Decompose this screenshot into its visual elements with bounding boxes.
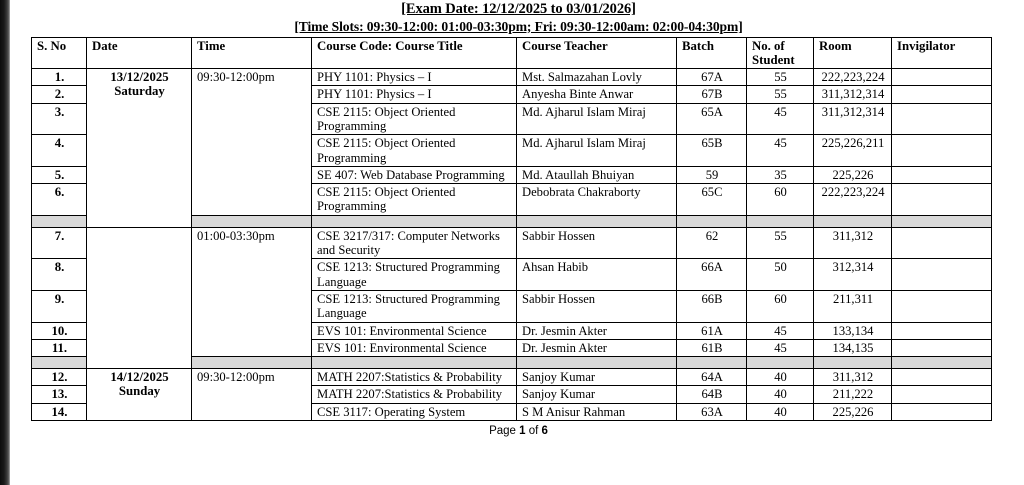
cell-students: 50 bbox=[747, 259, 814, 291]
spacer-cell-students bbox=[747, 215, 814, 227]
cell-batch: 65A bbox=[677, 103, 747, 135]
cell-sno: 8. bbox=[32, 259, 87, 291]
table-row bbox=[32, 69, 992, 86]
cell-students: 55 bbox=[747, 227, 814, 259]
cell-batch: 59 bbox=[677, 166, 747, 183]
cell-sno: 6. bbox=[32, 184, 87, 216]
spacer-cell-batch bbox=[677, 357, 747, 369]
cell-teacher: Dr. Jesmin Akter bbox=[517, 339, 677, 356]
cell-course: CSE 1213: Structured Programming Language bbox=[312, 290, 517, 322]
cell-students: 35 bbox=[747, 166, 814, 183]
cell-batch: 67B bbox=[677, 86, 747, 103]
cell-room: 312,314 bbox=[814, 259, 892, 291]
cell-room: 311,312 bbox=[814, 227, 892, 259]
cell-batch: 62 bbox=[677, 227, 747, 259]
cell-room: 222,223,224 bbox=[814, 184, 892, 216]
cell-invigilator[interactable] bbox=[892, 135, 992, 167]
cell-invigilator[interactable] bbox=[892, 369, 992, 386]
cell-invigilator[interactable] bbox=[892, 259, 992, 291]
cell-course: CSE 2115: Object Oriented Programming bbox=[312, 184, 517, 216]
spacer-cell-batch bbox=[677, 215, 747, 227]
scan-edge-strip bbox=[0, 0, 10, 485]
cell-invigilator[interactable] bbox=[892, 184, 992, 216]
cell-batch: 61A bbox=[677, 322, 747, 339]
spacer-cell-course bbox=[312, 357, 517, 369]
cell-sno: 1. bbox=[32, 69, 87, 86]
cell-room: 222,223,224 bbox=[814, 69, 892, 86]
cell-sno: 11. bbox=[32, 339, 87, 356]
document-header bbox=[13, 0, 1024, 35]
cell-sno: 5. bbox=[32, 166, 87, 183]
cell-sno: 13. bbox=[32, 386, 87, 403]
cell-date-group-2 bbox=[87, 369, 192, 421]
cell-students: 40 bbox=[747, 403, 814, 420]
cell-room: 134,135 bbox=[814, 339, 892, 356]
cell-sno: 10. bbox=[32, 322, 87, 339]
cell-sno: 7. bbox=[32, 227, 87, 259]
cell-teacher: Sanjoy Kumar bbox=[517, 369, 677, 386]
cell-date-group-1-cont bbox=[87, 227, 192, 368]
cell-teacher: Mst. Salmazahan Lovly bbox=[517, 69, 677, 86]
cell-room: 225,226 bbox=[814, 403, 892, 420]
spacer-cell-sno bbox=[32, 357, 87, 369]
cell-batch: 66A bbox=[677, 259, 747, 291]
column-header-date: Date bbox=[87, 37, 192, 69]
cell-room: 225,226 bbox=[814, 166, 892, 183]
cell-students: 60 bbox=[747, 184, 814, 216]
cell-invigilator[interactable] bbox=[892, 69, 992, 86]
cell-invigilator[interactable] bbox=[892, 86, 992, 103]
cell-sno: 2. bbox=[32, 86, 87, 103]
cell-batch: 64B bbox=[677, 386, 747, 403]
spacer-cell-invigilator bbox=[892, 357, 992, 369]
day-value: Sunday bbox=[118, 384, 161, 399]
cell-batch: 65C bbox=[677, 184, 747, 216]
cell-invigilator[interactable] bbox=[892, 339, 992, 356]
cell-course: MATH 2207:Statistics & Probability bbox=[312, 369, 517, 386]
cell-sno: 4. bbox=[32, 135, 87, 167]
cell-invigilator[interactable] bbox=[892, 166, 992, 183]
footer-page-total: 6 bbox=[541, 425, 548, 438]
cell-invigilator[interactable] bbox=[892, 403, 992, 420]
column-header-no-of-student bbox=[747, 37, 814, 69]
spacer-cell-time bbox=[192, 357, 312, 369]
column-header-no-of-student-line1: No. of bbox=[752, 38, 785, 53]
cell-students: 45 bbox=[747, 339, 814, 356]
cell-teacher: Md. Ajharul Islam Miraj bbox=[517, 103, 677, 135]
cell-invigilator[interactable] bbox=[892, 290, 992, 322]
spacer-cell-room bbox=[814, 357, 892, 369]
spacer-cell-students bbox=[747, 357, 814, 369]
cell-teacher: Sabbir Hossen bbox=[517, 227, 677, 259]
spacer-cell-course bbox=[312, 215, 517, 227]
cell-room: 225,226,211 bbox=[814, 135, 892, 167]
cell-course: CSE 2115: Object Oriented Programming bbox=[312, 135, 517, 167]
cell-course: CSE 2115: Object Oriented Programming bbox=[312, 103, 517, 135]
cell-students: 40 bbox=[747, 386, 814, 403]
cell-course: PHY 1101: Physics – I bbox=[312, 86, 517, 103]
cell-invigilator[interactable] bbox=[892, 386, 992, 403]
exam-date-heading bbox=[13, 1, 1024, 18]
cell-course: MATH 2207:Statistics & Probability bbox=[312, 386, 517, 403]
cell-teacher: Md. Ataullah Bhuiyan bbox=[517, 166, 677, 183]
cell-students: 45 bbox=[747, 322, 814, 339]
column-header-room: Room bbox=[814, 37, 892, 69]
cell-batch: 61B bbox=[677, 339, 747, 356]
cell-invigilator[interactable] bbox=[892, 322, 992, 339]
cell-course: EVS 101: Environmental Science bbox=[312, 322, 517, 339]
cell-sno: 9. bbox=[32, 290, 87, 322]
spacer-cell-teacher bbox=[517, 357, 677, 369]
column-header-invigilator: Invigilator bbox=[892, 37, 992, 69]
table-row bbox=[32, 227, 992, 259]
column-header-sno: S. No bbox=[32, 37, 87, 69]
day-value: Saturday bbox=[114, 84, 165, 99]
column-header-course: Course Code: Course Title bbox=[312, 37, 517, 69]
cell-course: SE 407: Web Database Programming bbox=[312, 166, 517, 183]
footer-page-mid: of bbox=[525, 425, 542, 438]
cell-room: 311,312 bbox=[814, 369, 892, 386]
document-page bbox=[13, 0, 1024, 485]
cell-batch: 65B bbox=[677, 135, 747, 167]
footer-page-current: 1 bbox=[519, 425, 526, 438]
column-header-time: Time bbox=[192, 37, 312, 69]
column-header-teacher: Course Teacher bbox=[517, 37, 677, 69]
time-slots-heading bbox=[13, 18, 1024, 35]
footer-page-prefix: Page bbox=[489, 425, 520, 438]
cell-batch: 63A bbox=[677, 403, 747, 420]
cell-batch: 66B bbox=[677, 290, 747, 322]
date-value: 14/12/2025 bbox=[110, 370, 169, 385]
cell-sno: 3. bbox=[32, 103, 87, 135]
cell-teacher: Sanjoy Kumar bbox=[517, 386, 677, 403]
column-header-batch: Batch bbox=[677, 37, 747, 69]
column-header-no-of-student-line2: Student bbox=[752, 52, 795, 67]
cell-room: 311,312,314 bbox=[814, 86, 892, 103]
page-footer bbox=[13, 425, 1024, 437]
cell-teacher: Sabbir Hossen bbox=[517, 290, 677, 322]
cell-sno: 12. bbox=[32, 369, 87, 386]
cell-course: CSE 3217/317: Computer Networks and Security bbox=[312, 227, 517, 259]
cell-room: 133,134 bbox=[814, 322, 892, 339]
cell-invigilator[interactable] bbox=[892, 103, 992, 135]
cell-room: 211,311 bbox=[814, 290, 892, 322]
exam-date-heading-text: [Exam Date: 12/12/2025 to 03/01/2026] bbox=[401, 1, 636, 17]
cell-course: CSE 1213: Structured Programming Language bbox=[312, 259, 517, 291]
cell-teacher: Md. Ajharul Islam Miraj bbox=[517, 135, 677, 167]
cell-students: 60 bbox=[747, 290, 814, 322]
time-slots-heading-text: [Time Slots: 09:30-12:00: 01:00-03:30pm; Fri: 09:30-12:00am: 02:00-04:30pm] bbox=[294, 18, 743, 34]
spacer-cell-invigilator bbox=[892, 215, 992, 227]
cell-room: 311,312,314 bbox=[814, 103, 892, 135]
date-value: 13/12/2025 bbox=[110, 70, 169, 85]
cell-teacher: Dr. Jesmin Akter bbox=[517, 322, 677, 339]
cell-students: 45 bbox=[747, 103, 814, 135]
exam-schedule-table bbox=[31, 37, 992, 422]
table-header-row bbox=[32, 37, 992, 69]
spacer-cell-time bbox=[192, 215, 312, 227]
cell-course: PHY 1101: Physics – I bbox=[312, 69, 517, 86]
cell-teacher: Anyesha Binte Anwar bbox=[517, 86, 677, 103]
cell-batch: 64A bbox=[677, 369, 747, 386]
cell-course: EVS 101: Environmental Science bbox=[312, 339, 517, 356]
spacer-cell-teacher bbox=[517, 215, 677, 227]
cell-students: 40 bbox=[747, 369, 814, 386]
cell-teacher: Debobrata Chakraborty bbox=[517, 184, 677, 216]
cell-students: 45 bbox=[747, 135, 814, 167]
cell-date-group-1 bbox=[87, 69, 192, 228]
cell-time-afternoon: 01:00-03:30pm bbox=[192, 227, 312, 356]
cell-teacher: Ahsan Habib bbox=[517, 259, 677, 291]
cell-time-morning: 09:30-12:00pm bbox=[192, 69, 312, 216]
spacer-cell-sno bbox=[32, 215, 87, 227]
table-row bbox=[32, 369, 992, 386]
spacer-cell-room bbox=[814, 215, 892, 227]
cell-invigilator[interactable] bbox=[892, 227, 992, 259]
cell-room: 211,222 bbox=[814, 386, 892, 403]
cell-sno: 14. bbox=[32, 403, 87, 420]
cell-students: 55 bbox=[747, 69, 814, 86]
cell-course: CSE 3117: Operating System bbox=[312, 403, 517, 420]
cell-batch: 67A bbox=[677, 69, 747, 86]
cell-students: 55 bbox=[747, 86, 814, 103]
cell-teacher: S M Anisur Rahman bbox=[517, 403, 677, 420]
cell-time-morning-2: 09:30-12:00pm bbox=[192, 369, 312, 421]
